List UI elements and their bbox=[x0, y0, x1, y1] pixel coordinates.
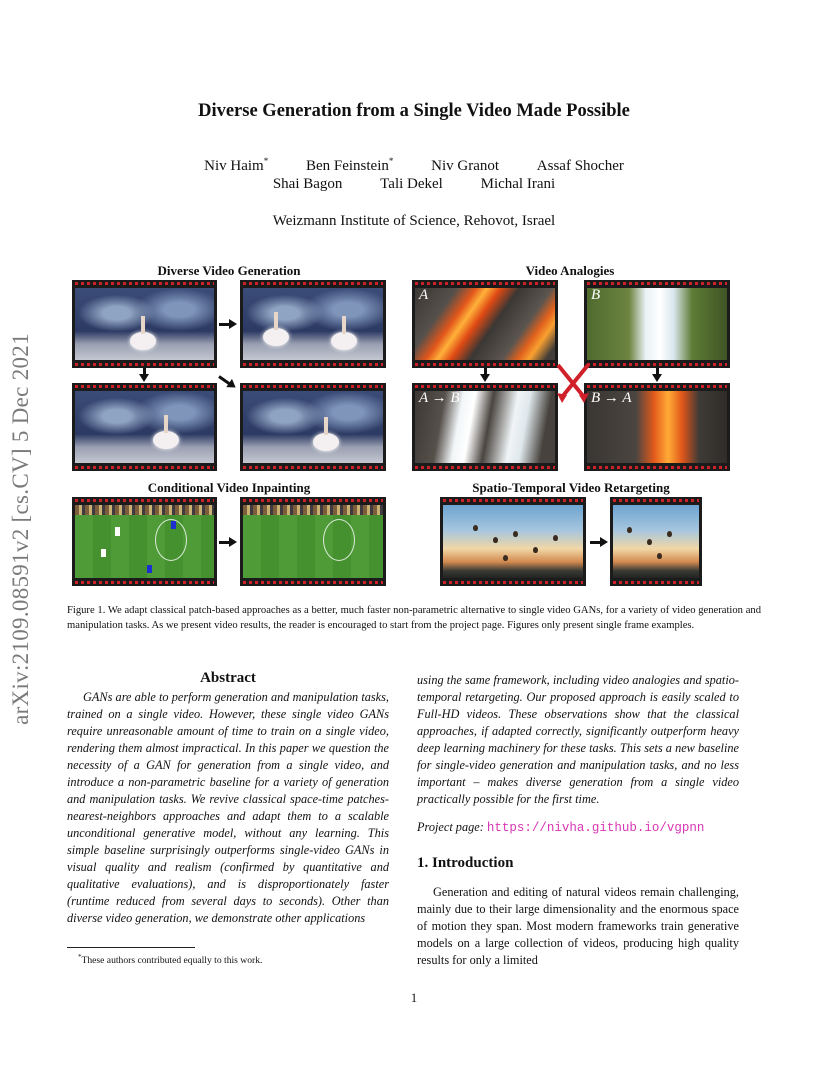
generated-video-frame bbox=[72, 383, 217, 471]
corner-label-b-to-a: B → A bbox=[591, 390, 632, 406]
introduction-text: Generation and editing of natural videos remain challenging, mainly due to their large dimensionality and the enormous space of motion they span. Most modern frameworks train generative models on a large collection of videos, producing high quality results for only a limited bbox=[417, 885, 739, 967]
affiliation: Weizmann Institute of Science, Rehovot, Israel bbox=[272, 213, 556, 229]
author: Tali Dekel bbox=[380, 176, 443, 192]
inpainting-input-frame bbox=[72, 497, 217, 586]
author: Niv Haim* bbox=[204, 156, 269, 174]
author: Shai Bagon bbox=[272, 176, 343, 192]
arrow-down-icon bbox=[143, 368, 146, 376]
arrow-right-icon bbox=[590, 541, 602, 544]
label-video-retargeting: Spatio-Temporal Video Retargeting bbox=[472, 480, 670, 495]
author: Assaf Shocher bbox=[536, 158, 624, 174]
input-video-frame bbox=[72, 280, 217, 368]
project-page-line bbox=[417, 820, 739, 835]
figure-caption: Figure 1. We adapt classical patch-based approaches as a better, much faster non-parametric alternative to single video GANs, for a variety of video generation and manipulation tasks. As we present video results, the reader is encouraged to start from the project page. Figures only present single frame examples. bbox=[67, 605, 761, 631]
page-number: 1 bbox=[410, 991, 418, 1005]
label-video-analogies: Video Analogies bbox=[525, 263, 615, 278]
inpainting-output-frame bbox=[240, 497, 386, 586]
video-b-frame bbox=[584, 280, 730, 368]
project-page-label: Project page: bbox=[417, 820, 484, 834]
introduction-heading: 1. Introduction bbox=[417, 855, 514, 871]
authors-line-2 bbox=[0, 176, 828, 193]
corner-label-a-to-b: A → B bbox=[419, 390, 460, 406]
arrow-down-icon bbox=[484, 368, 487, 376]
retargeting-input-frame bbox=[440, 497, 586, 586]
retargeting-output-frame bbox=[610, 497, 702, 586]
authors-line-1 bbox=[0, 156, 828, 175]
corner-label-b: B bbox=[591, 287, 601, 303]
author: Niv Granot bbox=[431, 158, 500, 174]
video-a-to-b-frame bbox=[412, 383, 558, 471]
arrow-right-icon bbox=[219, 323, 231, 326]
abstract-text: GANs are able to perform generation and manipulation tasks, trained on a single video. However, these single video GANs require unreasonable amount of time to train on a single video, rendering them almost impractical. In this paper we question the necessity of a GAN for generation from a single video, and introduce a non-parametric baseline for a variety of generation and manipulation tasks. We revive classical space-time patches-nearest-neighbors approaches and adapt them to a scalable unconditional generative model, without any learning. This simple baseline surprisingly outperforms single-video GANs in visual quality and realism (confirmed by quantitative and qualitative evaluations), and is disproportionately faster (runtime reduced from several days to seconds). Other than diverse video generation, we demonstrate other applications bbox=[67, 690, 389, 925]
label-diverse-generation: Diverse Video Generation bbox=[157, 263, 301, 278]
video-b-to-a-frame bbox=[584, 383, 730, 471]
arxiv-stamp: arXiv:2109.08591v2 [cs.CV] 5 Dec 2021 bbox=[8, 333, 33, 725]
label-video-inpainting: Conditional Video Inpainting bbox=[147, 480, 311, 495]
arrow-diagonal-icon bbox=[218, 375, 231, 385]
red-cross-arrows-icon bbox=[556, 363, 590, 403]
generated-video-frame bbox=[240, 280, 386, 368]
footnote: *These authors contributed equally to this work. bbox=[78, 953, 263, 967]
footnote-rule bbox=[67, 947, 195, 948]
abstract-text-continued: using the same framework, including video analogies and spatio-temporal retargeting. Our proposed approach is easily scaled to Full-HD videos. These observations show that the classical approaches, if adapted correctly, significantly outperform heavy deep learning machinery for these tasks. This sets a new baseline for single-video generation and manipulation tasks, and no less important – makes diverse generation from a single video practically possible for the first time. bbox=[417, 673, 739, 806]
generated-video-frame bbox=[240, 383, 386, 471]
paper-title: Diverse Generation from a Single Video Made Possible bbox=[198, 101, 630, 121]
author: Ben Feinstein* bbox=[305, 156, 394, 174]
arrow-down-icon bbox=[656, 368, 659, 376]
author: Michal Irani bbox=[480, 176, 556, 192]
abstract-heading: Abstract bbox=[200, 670, 256, 686]
project-page-link[interactable]: https://nivha.github.io/vgpnn bbox=[486, 821, 705, 835]
arrow-right-icon bbox=[219, 541, 231, 544]
video-a-frame bbox=[412, 280, 558, 368]
corner-label-a: A bbox=[419, 287, 429, 303]
